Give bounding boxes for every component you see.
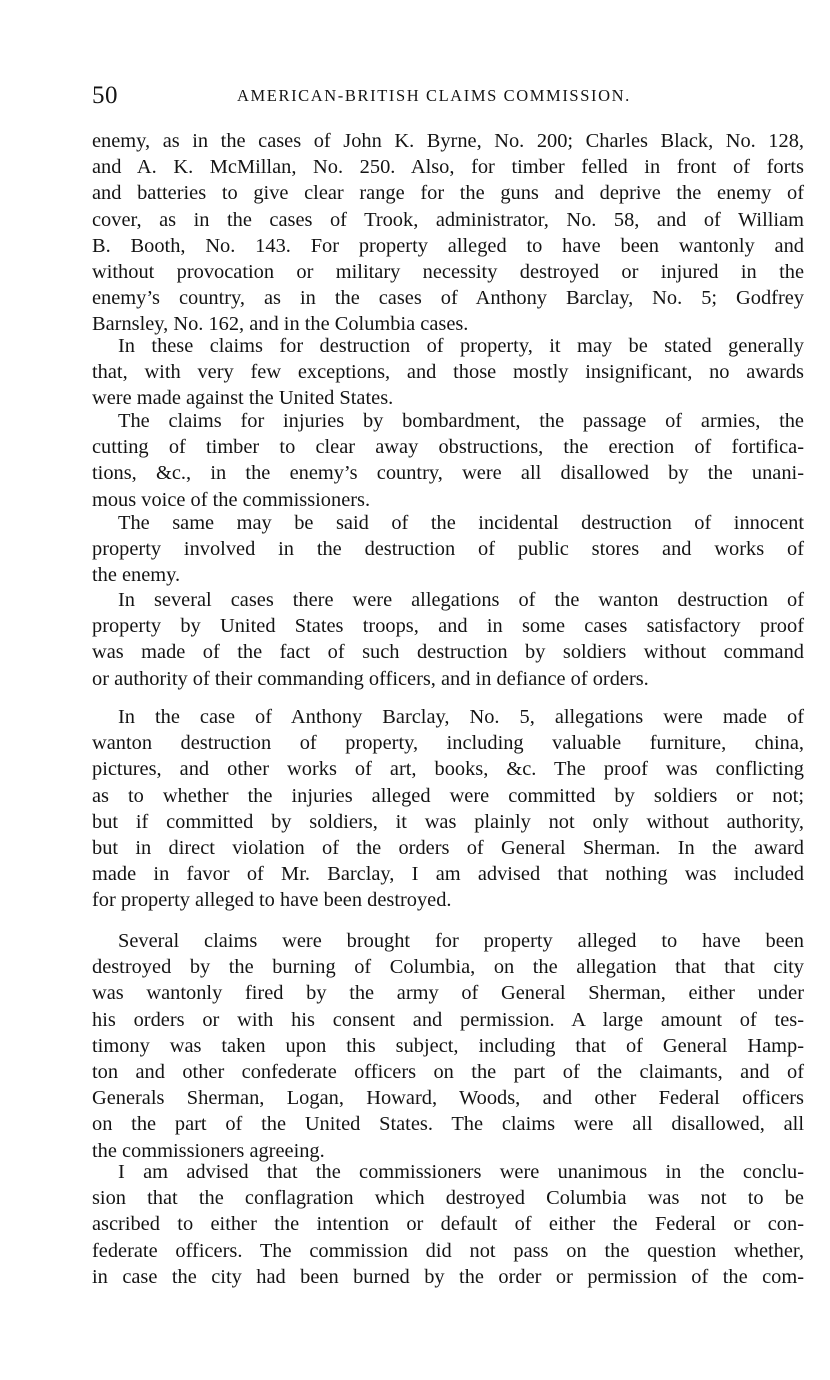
text-line: sion that the conflagration which destroyed Columbia was not to be bbox=[92, 1187, 804, 1210]
paragraph-8 bbox=[92, 1159, 804, 1290]
text-line: his orders or with his consent and permission. A large amount of tes- bbox=[92, 1008, 804, 1031]
text-line: In several cases there were allegations of the wanton destruction of bbox=[118, 589, 804, 611]
text-line: but in direct violation of the orders of General Sherman. In the award bbox=[92, 836, 804, 859]
text-line: The claims for injuries by bombardment, the passage of armies, the bbox=[118, 410, 804, 432]
text-line: Several claims were brought for property alleged to have been bbox=[118, 930, 804, 952]
text-line: enemy, as in the cases of John K. Byrne, No. 200; Charles Black, No. 128, bbox=[92, 130, 804, 152]
text-line: Generals Sherman, Logan, Howard, Woods, and other Federal officers bbox=[92, 1087, 804, 1110]
text-line: The same may be said of the incidental destruction of innocent bbox=[118, 512, 804, 534]
text-line: I am advised that the commissioners were unanimous in the conclu- bbox=[118, 1161, 804, 1183]
text-line: Barnsley, No. 162, and in the Columbia cases. bbox=[92, 313, 469, 336]
text-line: made in favor of Mr. Barclay, I am advised that nothing was included bbox=[92, 863, 804, 886]
text-line: and A. K. McMillan, No. 250. Also, for timber felled in front of forts bbox=[92, 156, 804, 179]
text-line: on the part of the United States. The claims were all disallowed, all bbox=[92, 1113, 804, 1136]
text-line: pictures, and other works of art, books, &c. The proof was conflicting bbox=[92, 758, 804, 781]
text-line: mous voice of the commissioners. bbox=[92, 488, 371, 511]
text-line: for property alleged to have been destroyed. bbox=[92, 889, 452, 912]
text-line: in case the city had been burned by the order or permission of the com- bbox=[92, 1265, 804, 1288]
text-line: without provocation or military necessity destroyed or injured in the bbox=[92, 260, 804, 283]
running-title: AMERICAN-BRITISH CLAIMS COMMISSION. bbox=[237, 86, 631, 105]
text-line: was wantonly fired by the army of General Sherman, either under bbox=[92, 982, 804, 1005]
text-line: property involved in the destruction of public stores and works of bbox=[92, 538, 804, 561]
text-line: ton and other confederate officers on the part of the claimants, and of bbox=[92, 1060, 804, 1083]
paragraph-4 bbox=[92, 510, 804, 589]
paragraph-7 bbox=[92, 928, 804, 1164]
text-line: wanton destruction of property, including valuable furniture, china, bbox=[92, 732, 804, 755]
text-line: property by United States troops, and in some cases satisfactory proof bbox=[92, 615, 804, 638]
text-line: and batteries to give clear range for the guns and deprive the enemy of bbox=[92, 182, 804, 205]
paragraph-6 bbox=[92, 704, 804, 914]
text-line: In these claims for destruction of property, it may be stated generally bbox=[118, 335, 804, 357]
text-line: tions, &c., in the enemy’s country, were all disallowed by the unani- bbox=[92, 462, 804, 485]
running-header bbox=[92, 82, 812, 112]
text-line: federate officers. The commission did not pass on the question whether, bbox=[92, 1239, 804, 1262]
paragraph-1 bbox=[92, 128, 804, 338]
text-line: In the case of Anthony Barclay, No. 5, allegations were made of bbox=[118, 706, 804, 728]
paragraph-3 bbox=[92, 408, 804, 513]
text-line: enemy’s country, as in the cases of Anthony Barclay, No. 5; Godfrey bbox=[92, 287, 804, 310]
text-line: destroyed by the burning of Columbia, on the allegation that that city bbox=[92, 956, 804, 979]
text-line: as to whether the injuries alleged were committed by soldiers or not; bbox=[92, 784, 804, 807]
text-line: ascribed to either the intention or default of either the Federal or con- bbox=[92, 1213, 804, 1236]
text-line: but if committed by soldiers, it was plainly not only without authority, bbox=[92, 810, 804, 833]
text-line: timony was taken upon this subject, including that of General Hamp- bbox=[92, 1034, 804, 1057]
text-line: was made of the fact of such destruction by soldiers without command bbox=[92, 641, 804, 664]
text-line: the enemy. bbox=[92, 564, 181, 587]
paragraph-5 bbox=[92, 587, 804, 692]
text-line: B. Booth, No. 143. For property alleged to have been wantonly and bbox=[92, 234, 804, 257]
text-line: that, with very few exceptions, and those mostly insignificant, no awards bbox=[92, 361, 804, 384]
text-line: cutting of timber to clear away obstructions, the erection of fortifica- bbox=[92, 436, 804, 459]
text-line: the commissioners agreeing. bbox=[92, 1139, 325, 1162]
page-number: 50 bbox=[92, 82, 118, 109]
text-line: cover, as in the cases of Trook, administrator, No. 58, and of William bbox=[92, 208, 804, 231]
text-line: or authority of their commanding officers, and in defiance of orders. bbox=[92, 667, 649, 690]
paragraph-2 bbox=[92, 333, 804, 412]
text-line: were made against the United States. bbox=[92, 387, 394, 410]
